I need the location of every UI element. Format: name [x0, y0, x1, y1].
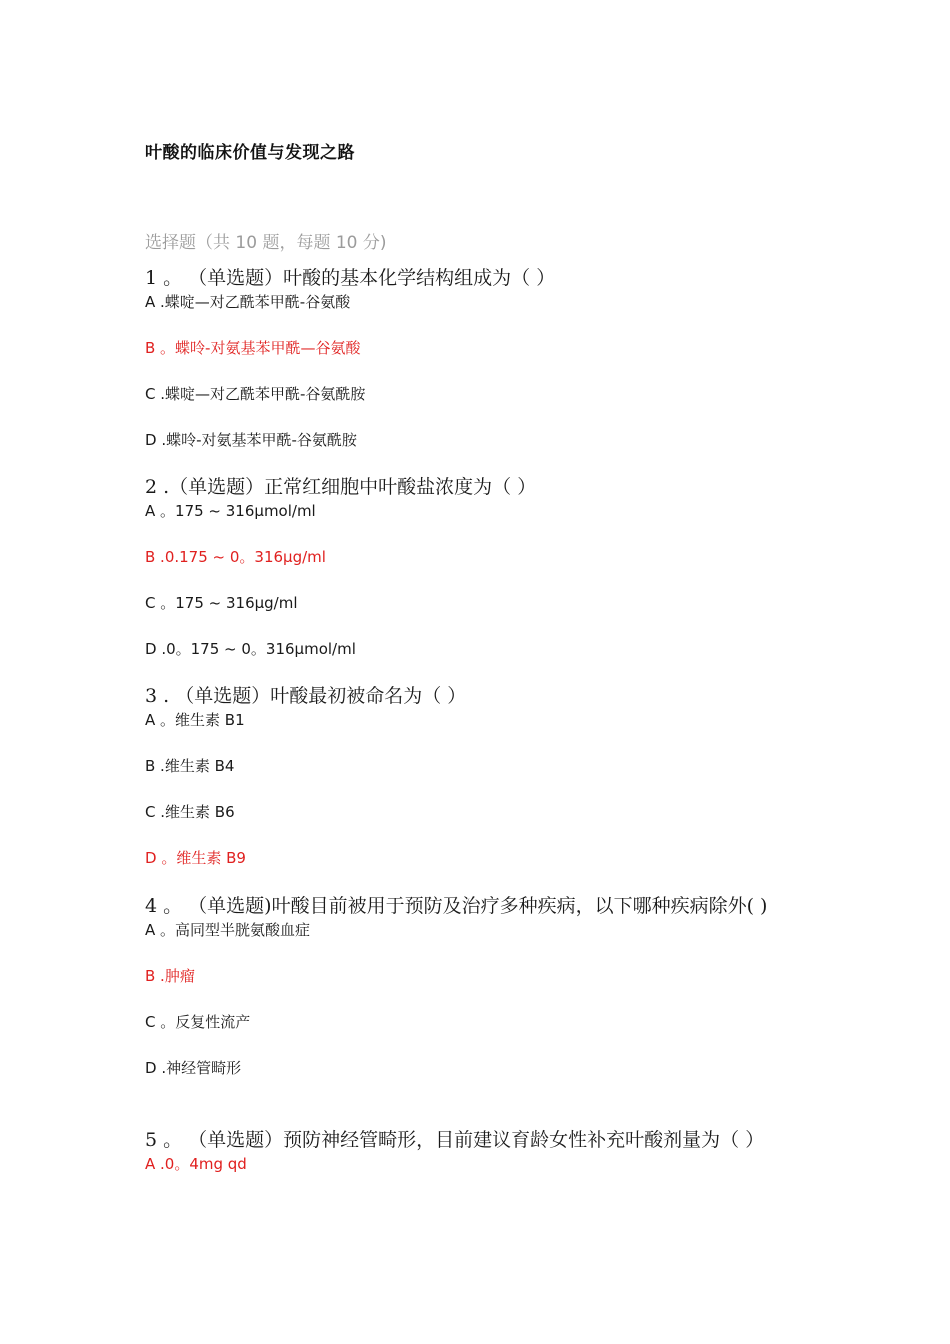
option-c: C .蝶啶—对乙酰苯甲酰-谷氨酰胺 [145, 385, 366, 403]
option-a: A 。维生素 B1 [145, 711, 245, 729]
option-list [145, 1154, 825, 1174]
option-list [145, 501, 825, 659]
option-d: D .蝶呤-对氨基苯甲酰-谷氨酰胺 [145, 431, 357, 449]
document-title: 叶酸的临床价值与发现之路 [145, 143, 355, 163]
question-4 [145, 895, 825, 1078]
option-b-correct: B .肿瘤 [145, 967, 195, 985]
option-b-correct: B .0.175 ~ 0。316μg/ml [145, 548, 326, 566]
option-d-correct: D 。维生素 B9 [145, 849, 246, 867]
option-list [145, 710, 825, 868]
option-d: D .0。175 ~ 0。316μmol/ml [145, 640, 356, 658]
option-d: D .神经管畸形 [145, 1059, 242, 1077]
question-stem: 5 。 （单选题）预防神经管畸形，目前建议育龄女性补充叶酸剂量为（ ） [145, 1129, 765, 1151]
option-list [145, 292, 825, 450]
question-stem: 1 。 （单选题）叶酸的基本化学结构组成为（ ） [145, 267, 556, 289]
question-stem: 2 .（单选题）正常红细胞中叶酸盐浓度为（ ） [145, 476, 537, 498]
option-a: A 。高同型半胱氨酸血症 [145, 921, 311, 939]
section-header: 选择题（共 10 题，每题 10 分) [145, 233, 387, 253]
question-5 [145, 1129, 825, 1174]
option-a: A .蝶啶—对乙酰苯甲酰-谷氨酸 [145, 293, 351, 311]
option-b-correct: B 。蝶呤-对氨基苯甲酰—谷氨酸 [145, 339, 361, 357]
question-1 [145, 267, 825, 450]
option-b: B .维生素 B4 [145, 757, 235, 775]
option-a: A 。175 ~ 316μmol/ml [145, 502, 316, 520]
question-2 [145, 476, 825, 659]
option-list [145, 920, 825, 1078]
question-3 [145, 685, 825, 868]
option-c: C 。175 ~ 316μg/ml [145, 594, 298, 612]
question-stem: 4 。 （单选题)叶酸目前被用于预防及治疗多种疾病，以下哪种疾病除外( ) [145, 895, 768, 917]
question-stem: 3 . （单选题）叶酸最初被命名为（ ） [145, 685, 467, 707]
option-a-correct: A .0。4mg qd [145, 1155, 247, 1173]
option-c: C 。反复性流产 [145, 1013, 251, 1031]
option-c: C .维生素 B6 [145, 803, 235, 821]
